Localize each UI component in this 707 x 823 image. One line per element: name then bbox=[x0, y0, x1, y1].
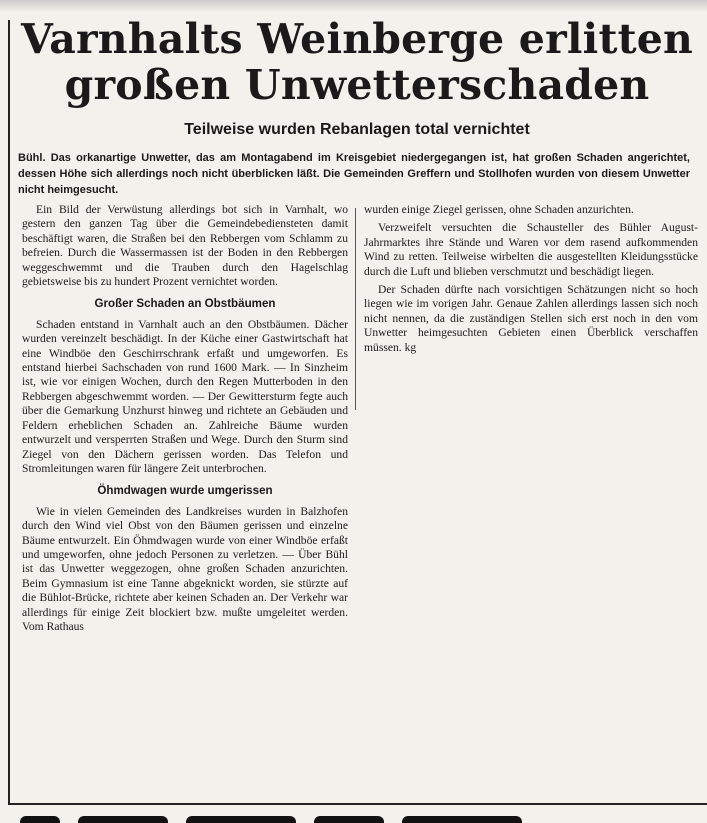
next-article-fragment bbox=[20, 812, 707, 823]
headline-line-2: großen Unwetterschaden bbox=[64, 61, 650, 109]
right-paragraph-2: Verzweifelt versuchten die Schausteller des Bühler August-Jahrmarktes ihre Stände und Waren vor dem rasend aufkommenden Wind zu retten. Teilweise wirbelten die ausgestellten Kleidungsstücke durch die Luft und blieben verschmutzt und beschädigt liegen. bbox=[364, 221, 698, 278]
right-column bbox=[364, 203, 698, 355]
left-paragraph-1: Ein Bild der Verwüstung allerdings bot sich in Varnhalt, wo gestern den ganzen Tag über die Gemeindebediensteten damit beschäftigt waren, die Straßen bei den Rebbergen vom Schlamm zu befreien. Durch die Wassermassen ist der Boden in den Rebbergen weggeschwemmt und die Trauben durch den Hagelschlag gebietsweise bis zu hundert Prozent vernichtet worden. bbox=[22, 203, 348, 289]
left-paragraph-2: Schaden entstand in Varnhalt auch an den Obstbäumen. Dächer wurden vereinzelt beschädigt. In der Küche einer Gastwirtschaft hat eine Windböe den Geschirrschrank erfaßt und umgeworfen. Es entstand hierbei Sachschaden von rund 1600 Mark. — In Sinzheim ist, wie vor einigen Wochen, durch den Regen Mutterboden in den Rebbergen abgeschwemmt worden. — Der Gewittersturm fegte auch über die Gemarkung Unzhurst hinweg und richtete an Gebäuden und Feldern erheblichen Schaden an. Zahlreiche Bäume wurden entwurzelt und versperrten Straßen und Wege. Durch den Sturm sind Ziegel von den Dächern gerissen worden. Das Telefon und Stromleitungen waren für längere Zeit unterbrochen. bbox=[22, 317, 348, 475]
bottom-rule bbox=[8, 803, 707, 805]
right-paragraph-1: wurden einige Ziegel gerissen, ohne Schaden anzurichten. bbox=[364, 203, 634, 216]
article-headline bbox=[12, 16, 702, 108]
left-paragraph-3: Wie in vielen Gemeinden des Landkreises wurden in Balzhofen durch den Wind viel Obst von den Bäumen gerissen und einzelne Bäume entwurzelt. Ein Öhmdwagen wurde von einer Windböe erfaßt und umgeworfen, ohne jedoch Personen zu verletzen. — Über Bühl ist das Unwetter weggezogen, ohne großen Schaden anzurichten. Beim Gymnasium ist eine Tanne abgeknickt worden, sie stürzte auf die Bühlot-Brücke, richtete aber keinen Schaden an. Der Verkehr war allerdings für einige Zeit blockiert bzw. mußte umgeleitet werden. Vom Rathaus bbox=[22, 504, 348, 633]
left-border-rule bbox=[8, 20, 10, 805]
article-lead: Bühl. Das orkanartige Unwetter, das am Montagabend im Kreisgebiet niedergegangen ist, hat großen Schaden angerichtet, dessen Höhe sich allerdings noch nicht überblicken läßt. Die Gemeinden Greffern und Stollhofen wurden von diesem Unwetter nicht heimgesucht. bbox=[18, 152, 690, 196]
section-heading-oehmdwagen: Öhmdwagen wurde umgerissen bbox=[97, 484, 273, 498]
previous-article-edge bbox=[0, 0, 707, 12]
section-heading-obstbaeume: Großer Schaden an Obstbäumen bbox=[94, 297, 276, 311]
right-paragraph-3: Der Schaden dürfte nach vorsichtigen Schätzungen nicht so hoch liegen wie im vorigen Jahr. Genaue Zahlen allerdings lassen sich noch nicht nennen, da die zuständigen Stellen sich erst noch in den vom Unwetter heimgesuchten Gebieten einen Überblick verschaffen müssen. kg bbox=[364, 283, 698, 354]
column-separator bbox=[355, 208, 356, 410]
headline-line-1: Varnhalts Weinberge erlitten bbox=[20, 15, 694, 63]
left-column bbox=[22, 203, 348, 634]
article-subheadline: Teilweise wurden Rebanlagen total vernichtet bbox=[184, 121, 530, 138]
